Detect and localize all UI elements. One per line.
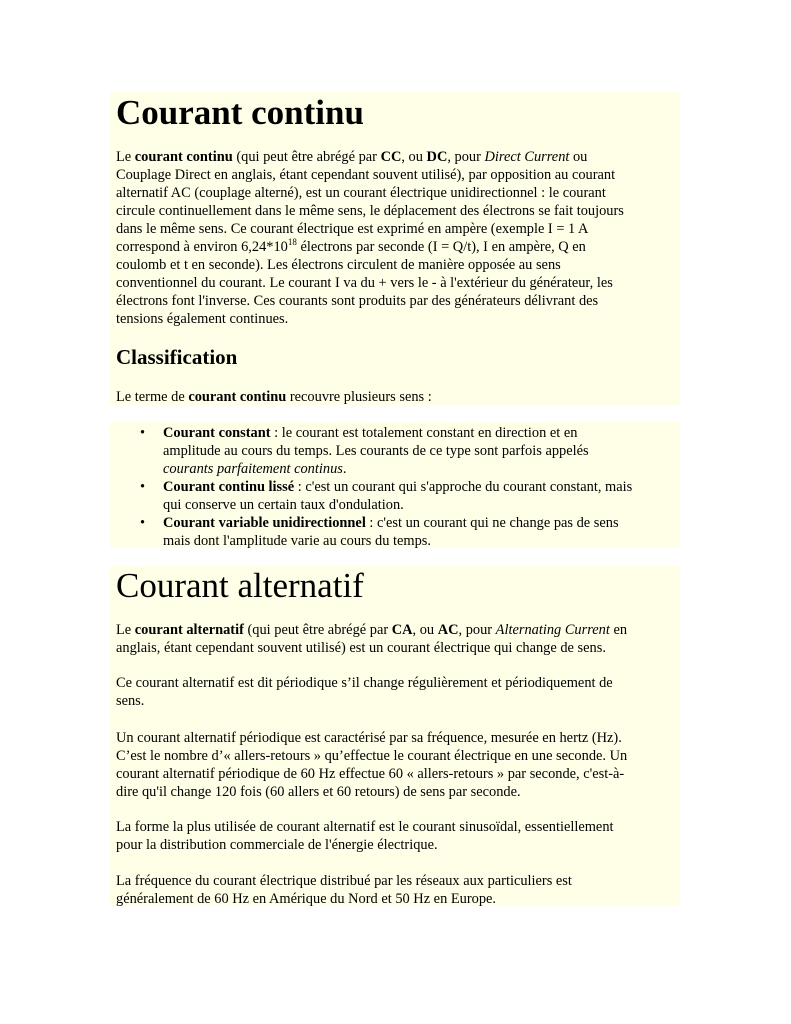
text-line: courants parfaitement continus. — [163, 461, 347, 477]
text-line: qui conserve un certain taux d'ondulation. — [163, 497, 404, 513]
paragraph-alternatif-definition — [116, 621, 676, 657]
text-line: La fréquence du courant électrique distribué par les réseaux aux particuliers est — [116, 873, 572, 889]
text-line: circule continuellement dans le même sens, le déplacement des électrons se fait toujours — [116, 203, 624, 219]
bullet-icon: • — [140, 479, 146, 495]
paragraph-alternatif-frequence — [116, 729, 676, 801]
heading-classification: Classification — [116, 345, 238, 369]
text-line: correspond à environ $6,24*10^{18}$ électrons par seconde (I = Q/t), I en ampère, Q en — [116, 237, 586, 255]
text-line: conventionnel du courant. Le courant I va du + vers le - à l'extérieur du générateur, les — [116, 275, 613, 291]
classification-list — [116, 424, 676, 550]
text-line: Courant variable unidirectionnel : c'est un courant qui ne change pas de sens — [163, 515, 619, 531]
text-line: anglais, étant cependant souvent utilisé) est un courant électrique qui change de sens. — [116, 640, 606, 656]
text-line: dire qu'il change 120 fois (60 allers et 60 retours) de sens par seconde. — [116, 784, 521, 800]
text-line: Le terme de courant continu recouvre plusieurs sens : — [116, 389, 432, 405]
paragraph-alternatif-periodique — [116, 674, 676, 710]
bullet-icon: • — [140, 425, 146, 441]
text-line: Courant constant : le courant est totalement constant en direction et en — [163, 425, 578, 441]
heading-courant-alternatif: Courant alternatif — [116, 566, 364, 605]
list-item-courant-variable — [116, 514, 676, 550]
text-line: La forme la plus utilisée de courant alternatif est le courant sinusoïdal, essentiellement — [116, 819, 614, 835]
text-line: généralement de 60 Hz en Amérique du Nord et 50 Hz en Europe. — [116, 891, 497, 907]
heading-courant-continu: Courant continu — [116, 93, 364, 132]
text-line: amplitude au cours du temps. Les courants de ce type sont parfois appelés — [163, 443, 589, 459]
list-item-courant-constant — [116, 424, 676, 478]
text-line: mais dont l'amplitude varie au cours du temps. — [163, 533, 431, 549]
paragraph-classification-intro — [116, 388, 676, 406]
text-line: Couplage Direct en anglais, étant cependant souvent utilisé), par opposition au courant — [116, 167, 616, 183]
bullet-icon: • — [140, 515, 146, 531]
text-line: C’est le nombre d’« allers-retours » qu’effectue le courant électrique en une seconde. Un — [116, 748, 628, 764]
text-line: Le courant alternatif (qui peut être abrégé par CA, ou AC, pour Alternating Current en — [116, 622, 628, 638]
paragraph-alternatif-reseaux — [116, 872, 676, 908]
text-line: Courant continu lissé : c'est un courant qui s'approche du courant constant, mais — [163, 479, 633, 495]
text-line: alternatif AC (couplage alterné), est un courant électrique unidirectionnel : le courant — [116, 185, 606, 201]
text-line: électrons font l'inverse. Ces courants sont produits par des générateurs délivrant des — [116, 293, 599, 309]
text-line: Un courant alternatif périodique est caractérisé par sa fréquence, mesurée en hertz (Hz). — [116, 730, 622, 746]
text-line: pour la distribution commerciale de l'énergie électrique. — [116, 837, 438, 853]
text-line: dans le même sens. Ce courant électrique est exprimé en ampère (exemple I = 1 A — [116, 221, 589, 237]
text-line: courant alternatif périodique de 60 Hz effectue 60 « allers-retours » par seconde, c'est-à- — [116, 766, 625, 782]
list-item-courant-continu-lisse — [116, 478, 676, 514]
text-line: Ce courant alternatif est dit périodique s’il change régulièrement et périodiquement de — [116, 675, 613, 691]
paragraph-alternatif-sinusoidal — [116, 818, 676, 854]
text-line: Le courant continu (qui peut être abrégé par CC, ou DC, pour Direct Current ou — [116, 149, 588, 165]
text-line: sens. — [116, 693, 145, 709]
text-line: tensions également continues. — [116, 311, 289, 327]
text-line: coulomb et t en seconde). Les électrons circulent de manière opposée au sens — [116, 257, 561, 273]
paragraph-courant-continu — [116, 148, 676, 328]
